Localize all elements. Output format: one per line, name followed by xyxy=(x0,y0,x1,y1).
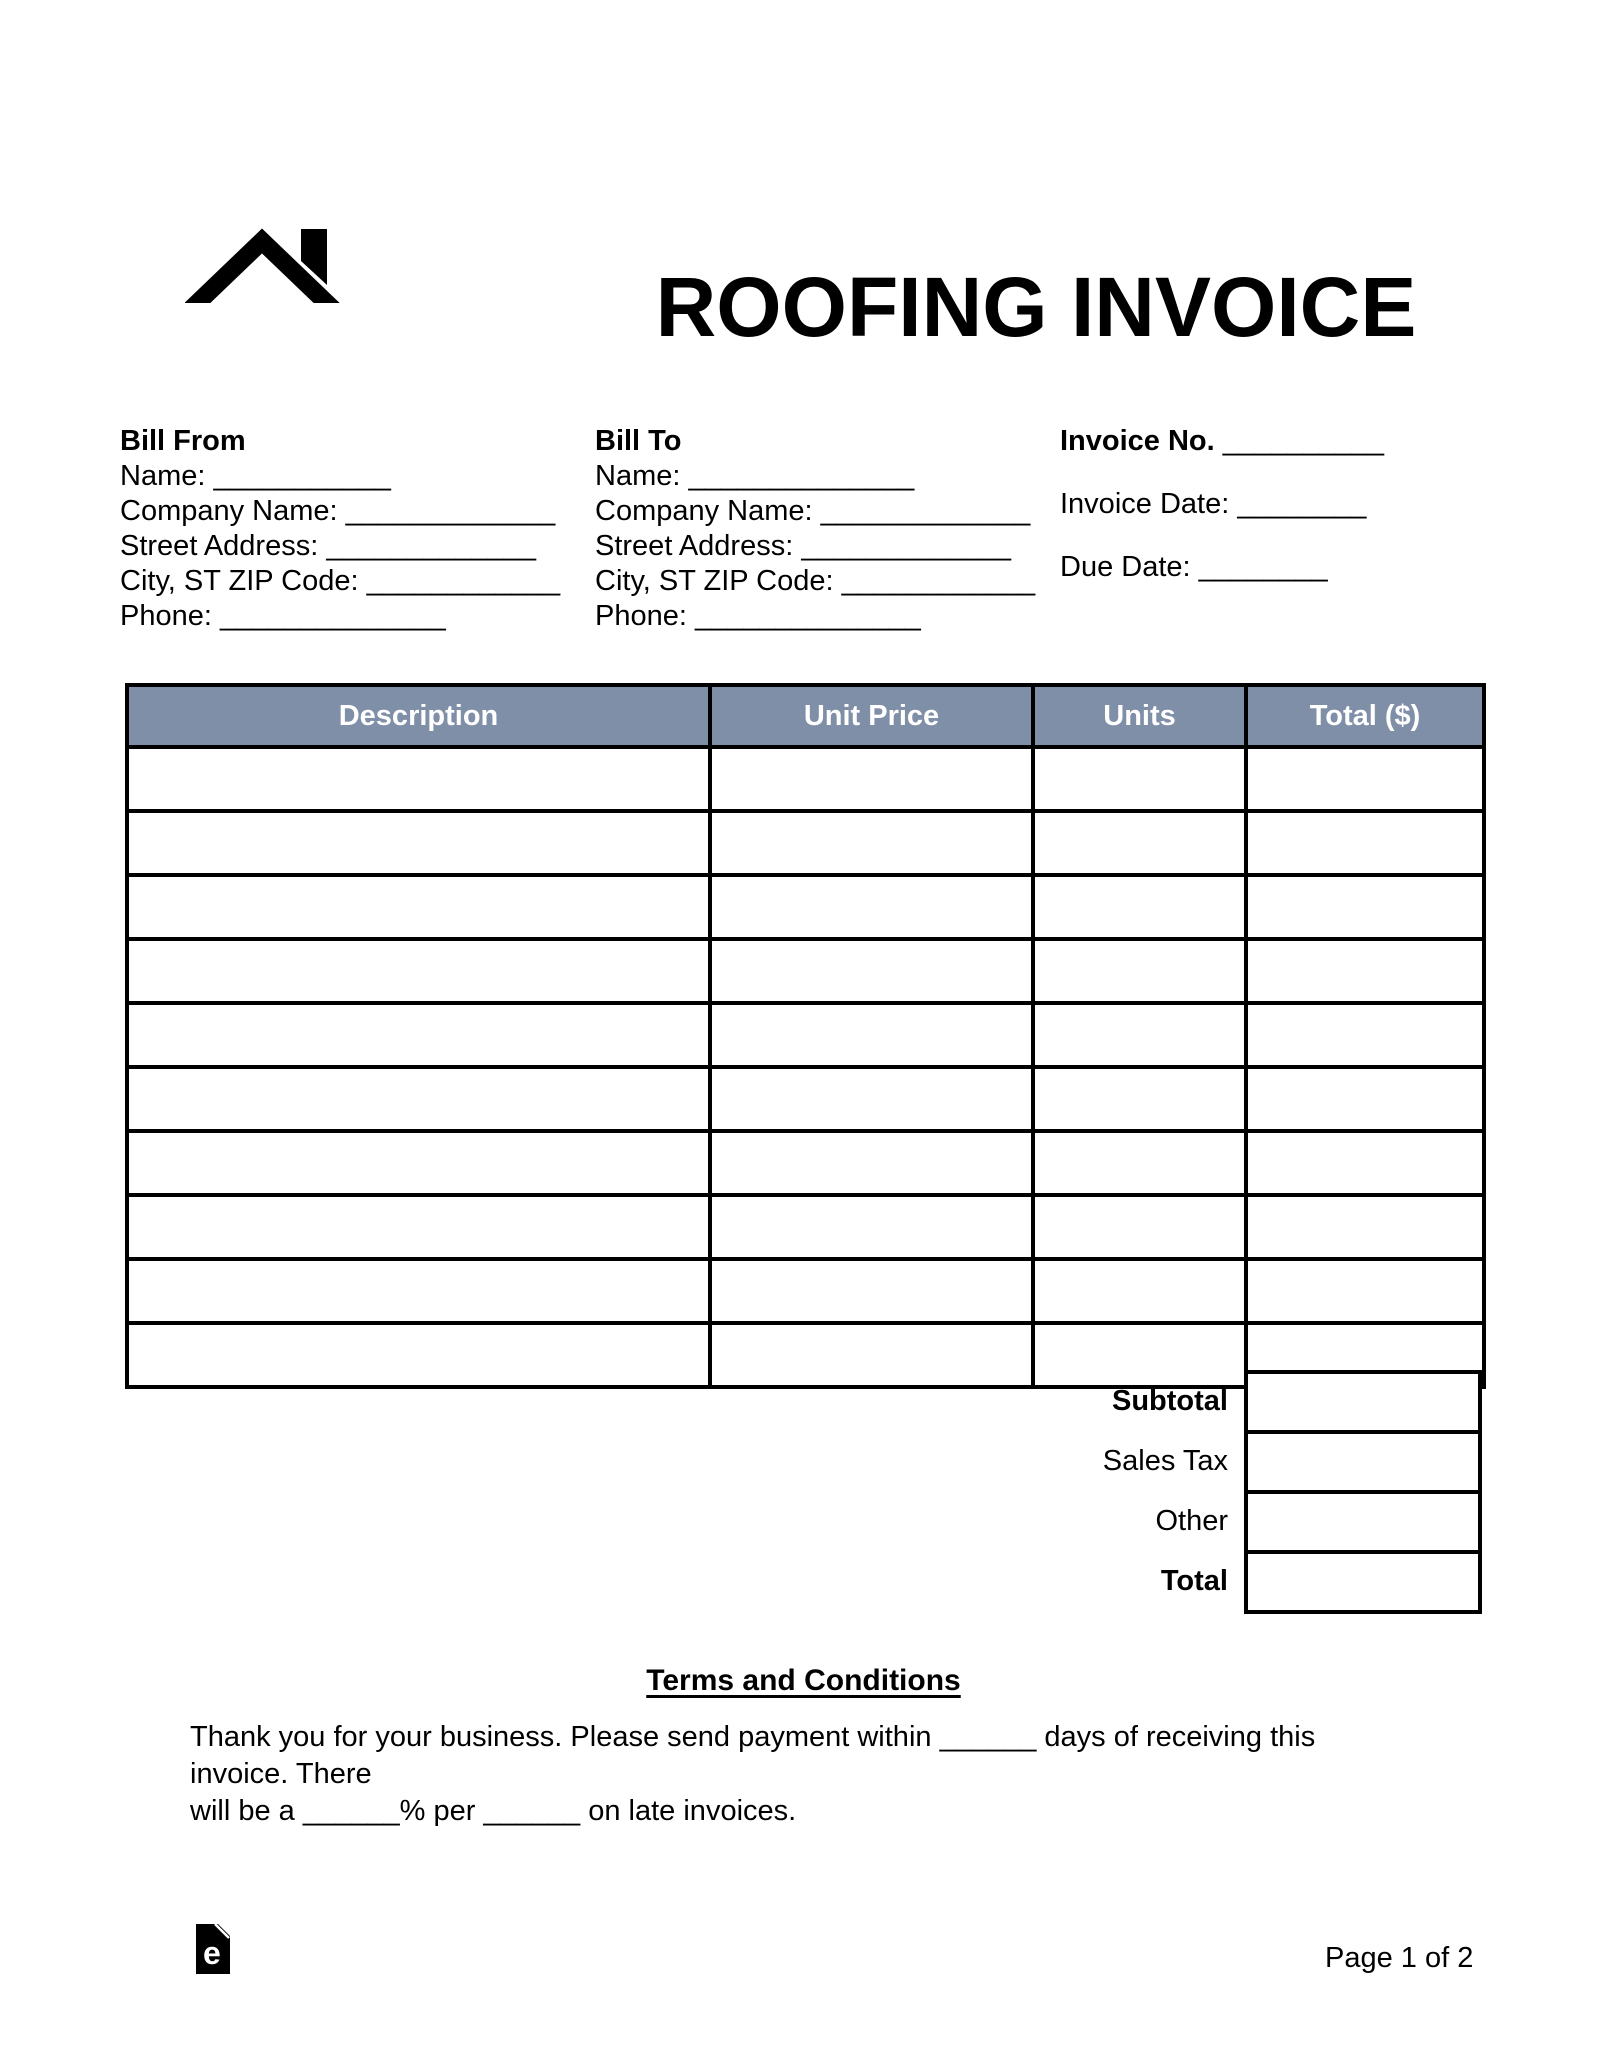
item-cell xyxy=(1033,1195,1246,1259)
item-cell xyxy=(1246,939,1484,1003)
item-cell xyxy=(710,747,1033,811)
logo-letter: e xyxy=(203,1935,221,1971)
bill-from-lines xyxy=(120,459,590,634)
item-row xyxy=(127,1259,1484,1323)
items-table xyxy=(125,683,1486,1389)
item-cell xyxy=(1246,1067,1484,1131)
page-title: ROOFING INVOICE xyxy=(655,260,1417,354)
eforms-logo xyxy=(196,1924,230,1974)
summary-section xyxy=(125,1370,1482,1614)
item-cell xyxy=(710,1259,1033,1323)
item-row xyxy=(127,747,1484,811)
item-row xyxy=(127,875,1484,939)
item-cell xyxy=(1246,1259,1484,1323)
item-row xyxy=(127,811,1484,875)
bill-from-line: Name: ___________ xyxy=(120,460,391,492)
item-cell xyxy=(1033,875,1246,939)
summary-label: Sales Tax xyxy=(1102,1445,1228,1477)
item-cell xyxy=(1033,939,1246,1003)
item-cell xyxy=(710,1131,1033,1195)
due-date-line: Due Date: ________ xyxy=(1060,551,1328,583)
item-cell xyxy=(1033,1003,1246,1067)
items-header-cell: Units xyxy=(1033,685,1246,747)
item-cell xyxy=(1033,811,1246,875)
summary-label: Subtotal xyxy=(1112,1385,1228,1417)
bill-to-line: Phone: ______________ xyxy=(595,600,921,632)
item-cell xyxy=(1246,1195,1484,1259)
bill-to-heading: Bill To xyxy=(595,425,682,457)
items-table-body xyxy=(127,747,1484,1387)
bill-from-line: Company Name: _____________ xyxy=(120,495,556,527)
footer-page-number: Page 1 of 2 xyxy=(1325,1942,1474,1974)
item-cell xyxy=(1033,1131,1246,1195)
item-cell xyxy=(127,811,710,875)
invoice-no-blank: __________ xyxy=(1214,425,1385,457)
item-cell xyxy=(1246,747,1484,811)
item-row xyxy=(127,1067,1484,1131)
item-cell xyxy=(710,1195,1033,1259)
summary-row xyxy=(125,1490,1482,1554)
items-header-cell: Unit Price xyxy=(710,685,1033,747)
bill-to-line: Name: ______________ xyxy=(595,460,915,492)
bill-to-section xyxy=(595,424,1065,634)
summary-row xyxy=(125,1550,1482,1614)
summary-row xyxy=(125,1370,1482,1434)
item-cell xyxy=(127,1259,710,1323)
summary-label: Total xyxy=(1160,1565,1228,1597)
bill-to-line: Company Name: _____________ xyxy=(595,495,1031,527)
item-cell xyxy=(1033,1067,1246,1131)
items-header-cell: Total ($) xyxy=(1246,685,1484,747)
item-cell xyxy=(710,1003,1033,1067)
item-cell xyxy=(710,875,1033,939)
summary-value-box xyxy=(1244,1490,1482,1554)
items-header-row xyxy=(127,685,1484,747)
terms-paragraph xyxy=(190,1719,1390,1830)
summary-value-box xyxy=(1244,1430,1482,1494)
item-cell xyxy=(127,939,710,1003)
summary-value-box xyxy=(1244,1550,1482,1614)
item-cell xyxy=(1246,1131,1484,1195)
items-header-cell: Description xyxy=(127,685,710,747)
summary-value-box xyxy=(1244,1370,1482,1434)
item-cell xyxy=(127,1067,710,1131)
item-row xyxy=(127,1131,1484,1195)
invoice-no-label: Invoice No. xyxy=(1060,425,1215,457)
item-cell xyxy=(127,875,710,939)
bill-from-section xyxy=(120,424,590,634)
bill-from-heading: Bill From xyxy=(120,425,246,457)
item-cell xyxy=(127,1131,710,1195)
item-cell xyxy=(1246,1003,1484,1067)
item-cell xyxy=(1033,1259,1246,1323)
item-cell xyxy=(1033,747,1246,811)
item-cell xyxy=(710,811,1033,875)
item-cell xyxy=(127,1003,710,1067)
terms-line-1: Thank you for your business. Please send payment within ______ days of receiving this invoice. There xyxy=(190,1721,1316,1790)
document-page-icon xyxy=(196,1924,230,1974)
item-cell xyxy=(710,939,1033,1003)
item-row xyxy=(127,1003,1484,1067)
bill-to-lines xyxy=(595,459,1065,634)
bill-to-line: City, ST ZIP Code: ____________ xyxy=(595,565,1036,597)
summary-row xyxy=(125,1430,1482,1494)
bill-from-line: Phone: ______________ xyxy=(120,600,446,632)
item-cell xyxy=(127,747,710,811)
summary-label: Other xyxy=(1155,1505,1228,1537)
terms-heading: Terms and Conditions xyxy=(646,1664,961,1697)
invoice-no-line xyxy=(1060,424,1384,459)
bill-from-line: Street Address: _____________ xyxy=(120,530,536,562)
terms-line-2: will be a ______% per ______ on late invoices. xyxy=(190,1795,797,1827)
invoice-date-line: Invoice Date: ________ xyxy=(1060,488,1367,520)
item-row xyxy=(127,1195,1484,1259)
item-cell xyxy=(1246,811,1484,875)
item-cell xyxy=(1246,875,1484,939)
item-cell xyxy=(710,1067,1033,1131)
bill-to-line: Street Address: _____________ xyxy=(595,530,1011,562)
roof-with-chimney-icon xyxy=(185,226,340,303)
roof-logo xyxy=(185,226,340,303)
item-cell xyxy=(127,1195,710,1259)
item-row xyxy=(127,939,1484,1003)
bill-from-line: City, ST ZIP Code: ____________ xyxy=(120,565,561,597)
